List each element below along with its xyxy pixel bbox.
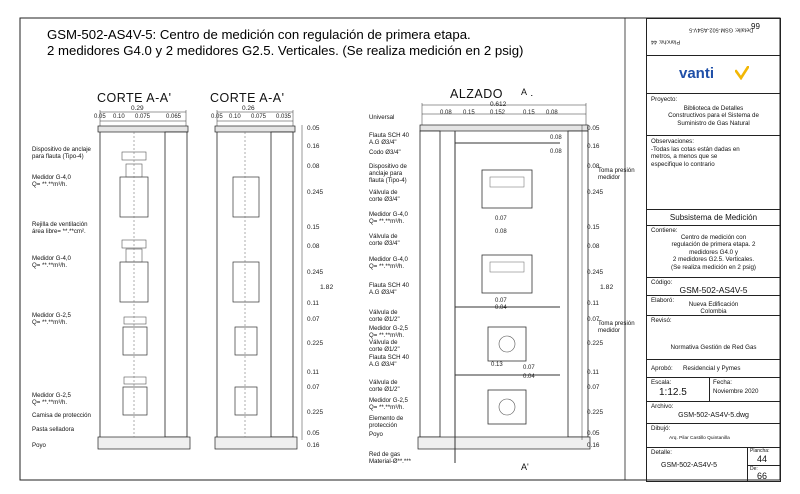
vdim-mid-1: 0.05 (307, 125, 320, 132)
label-flauta-2: Flauta SCH 40 A.G Ø3/4" (369, 282, 409, 296)
tb-reviso-row (647, 315, 780, 360)
tb-detalle-label: Detalle: (651, 449, 672, 456)
tb-archivo: GSM-502-AS4V-5.dwg (678, 412, 749, 419)
tb-fecha: Noviembre 2020 (713, 388, 759, 395)
tb-rot-plancha: Plancha: 44 (651, 38, 681, 45)
tb-de-label: De: (750, 466, 758, 472)
vdim-mid-3: 0.08 (307, 163, 320, 170)
tb-observaciones: -Todas las cotas están dadas en metros, a menos que se especifique lo contrario (651, 146, 740, 168)
alzado-meter-g4-top (482, 170, 532, 208)
vdim-right-2: 0.16 (587, 143, 600, 150)
corte-mid-dim-2: 0.10 (229, 114, 241, 120)
corte-mid-drawing (205, 102, 310, 457)
corte-left-drawing (90, 102, 205, 457)
sheet-title (47, 27, 523, 59)
alzado-meter-g25-bottom (488, 390, 526, 424)
vdim-right-9: 0.07 (587, 316, 600, 323)
corte-left-total-dim: 0.29 (131, 105, 144, 112)
tb-archivo-label: Archivo: (651, 403, 674, 410)
alzado-meter-g25-top (488, 327, 526, 361)
alzado-inner-dim-9: 0.04 (523, 374, 535, 380)
label-medidor-alzado-1: Medidor G-4,0 Q= **.**m³/h. (369, 211, 408, 225)
vdim-mid-4: 0.245 (307, 189, 323, 196)
label-flauta-3: Flauta SCH 40 A.G Ø3/4" (369, 354, 409, 368)
tb-elaboro: Nueva Edificación Colombia (688, 301, 739, 316)
vanti-logo: vanti (679, 65, 715, 82)
label-codo: Codo Ø3/4" (369, 149, 401, 156)
meter-g25-top (123, 317, 147, 355)
label-medidor-g4-1: Medidor G-4,0 Q= **.**m³/h. (32, 174, 71, 188)
alzado-inner-dim-1: 0.08 (550, 135, 562, 141)
vdim-mid-total: 1.82 (320, 284, 334, 291)
label-valvula-3: Válvula de corte Ø1/2" (369, 309, 400, 323)
vertical-dim-line-mid (300, 125, 312, 445)
corte-mid-total-dim: 0.26 (242, 105, 255, 112)
alzado-inner-dim-6: 0.04 (495, 305, 507, 311)
vdim-right-7: 0.245 (587, 269, 603, 276)
alzado-meter-g4-bottom (482, 255, 532, 293)
corte-left-label: CORTE A-A' (97, 91, 172, 105)
tb-escala-row (647, 377, 780, 402)
tb-proyecto-row (647, 93, 780, 136)
tb-escala-divider (709, 378, 710, 402)
label-medidor-g25-1: Medidor G-2,5 Q= **.**m³/h. (32, 312, 71, 326)
alzado-inner-dim-7: 0.13 (491, 362, 503, 368)
sheet-title-line1: GSM-502-AS4V-5: Centro de medición con regulación de primera etapa. (47, 27, 471, 42)
vdim-right-3: 0.08 (587, 163, 600, 170)
corte-left-dim-4: 0.065 (166, 114, 182, 120)
tb-observaciones-label: Observaciones: (651, 138, 694, 145)
vdim-mid-14: 0.05 (307, 430, 320, 437)
alzado-dim-2: 0.15 (463, 110, 475, 116)
tb-contiene-row (647, 225, 780, 278)
label-medidor-alzado-4: Medidor G-2,5 Q= **.**m³/h. (369, 397, 408, 411)
vertical-dim-line-right (580, 125, 592, 445)
tb-proyecto: Biblioteca de Detalles Constructivos para el Sistema de Suministro de Gas Natural (668, 105, 759, 127)
title-block (646, 18, 781, 482)
alzado-dim-3: 0.152 (490, 110, 506, 116)
tb-logo-row (647, 55, 780, 94)
label-medidor-alzado-3: Medidor G-2,5 Q= **.**m³/h. (369, 325, 408, 339)
tb-codigo-label: Código: (651, 279, 673, 286)
ventilation-grid (165, 132, 187, 437)
label-poyo: Poyo (32, 442, 46, 449)
tb-detalle-row (647, 447, 780, 482)
tb-rot-detalle: Detalle: GSM-502-AS4V-5 (689, 26, 754, 33)
alzado-inner-dim-5: 0.07 (495, 298, 507, 304)
label-anclaje: Dispositivo de anclaje para flauta (Tipo-4) (32, 146, 91, 160)
vdim-mid-8: 0.11 (307, 300, 319, 307)
vdim-right-total: 1.82 (600, 284, 614, 291)
alzado-dim-5: 0.08 (546, 110, 558, 116)
tb-observaciones-row (647, 135, 780, 210)
vdim-mid-13: 0.225 (307, 409, 323, 416)
tb-dibujo: Arq. Pilar Castillo Quintanilla (669, 436, 730, 441)
label-medidor-g25-2: Medidor G-2,5 Q= **.**m³/h. (32, 392, 71, 406)
vdim-right-11: 0.11 (587, 369, 599, 376)
alzado-inner-dim-2: 0.08 (550, 149, 562, 155)
vdim-mid-15: 0.16 (307, 442, 320, 449)
vdim-mid-7: 0.245 (307, 269, 323, 276)
tb-escala: 1:12.5 (659, 387, 687, 398)
tb-reviso: Normativa Gestión de Red Gas (670, 344, 757, 351)
tb-aprobo: Residencial y Pymes (683, 365, 741, 372)
tb-aprobo-label: Aprobó: (651, 365, 673, 372)
tb-dibujo-label: Dibujó: (651, 425, 671, 432)
corte-mid-label: CORTE A-A' (210, 91, 285, 105)
alzado-inner-dim-3: 0.07 (495, 216, 507, 222)
label-rejilla: Rejilla de ventilación área libre= **.**cm². (32, 221, 88, 235)
label-universal: Universal (369, 114, 395, 121)
tb-codigo: GSM-502-AS4V-5 (679, 285, 748, 295)
label-medidor-alzado-2: Medidor G-4,0 Q= **.**m³/h. (369, 256, 408, 270)
label-toma-presion-1: Toma presión medidor (598, 167, 635, 181)
corte-mid-dim-3: 0.075 (251, 114, 267, 120)
vdim-right-14: 0.05 (587, 430, 600, 437)
label-camisa: Camisa de protección (32, 412, 91, 419)
vdim-mid-2: 0.16 (307, 143, 320, 150)
vanti-check-icon (735, 66, 749, 80)
vdim-right-12: 0.07 (587, 384, 600, 391)
corte-mid-dim-4: 0.035 (276, 114, 292, 120)
tb-elaboro-label: Elaboró: (651, 297, 675, 304)
vdim-right-5: 0.15 (587, 224, 600, 231)
tb-plancha: 44 (757, 454, 768, 464)
vdim-mid-6: 0.08 (307, 243, 320, 250)
tb-archivo-row (647, 401, 780, 424)
label-valvula-2: Válvula de corte Ø3/4" (369, 233, 400, 247)
vdim-right-13: 0.225 (587, 409, 603, 416)
vdim-mid-12: 0.07 (307, 384, 320, 391)
corte-mid-dim-1: 0.05 (211, 114, 223, 120)
vdim-mid-9: 0.07 (307, 316, 320, 323)
alzado-inner-dim-8: 0.07 (523, 365, 535, 371)
label-flauta-1: Flauta SCH 40 A.G Ø3/4" (369, 132, 409, 146)
label-red-gas: Red de gas Material-Ø**.*** (369, 451, 411, 465)
vdim-right-6: 0.08 (587, 243, 600, 250)
vdim-mid-11: 0.11 (307, 369, 319, 376)
tb-escala-label: Escala: (651, 379, 672, 386)
alzado-inner-dim-4: 0.08 (495, 229, 507, 235)
corte-left-dim-1: 0.05 (94, 114, 106, 120)
tb-sheet-num-top: 99 (751, 22, 760, 31)
alzado-dim-4: 0.15 (523, 110, 535, 116)
label-poyo-alzado: Poyo (369, 431, 383, 438)
label-medidor-g4-2: Medidor G-4,0 Q= **.**m³/h. (32, 255, 71, 269)
vdim-right-8: 0.11 (587, 300, 599, 307)
tb-reviso-label: Revisó: (651, 317, 672, 324)
tb-de: 66 (757, 471, 768, 481)
section-marker-a-bottom: A' (521, 462, 529, 472)
vdim-right-1: 0.05 (587, 125, 600, 132)
section-marker-a-top: A (521, 87, 528, 97)
label-pasta: Pasta selladora (32, 426, 75, 433)
label-toma-presion-2: Toma presión medidor (598, 320, 635, 334)
corte-left-dim-3: 0.075 (135, 114, 151, 120)
vdim-mid-10: 0.225 (307, 340, 323, 347)
label-anclaje-alzado: Dispositivo de anclaje para flauta (Tipo-4) (369, 163, 407, 184)
corte-left-dim-2: 0.10 (113, 114, 125, 120)
vdim-mid-5: 0.15 (307, 224, 320, 231)
tb-plancha-label: Plancha: (750, 448, 770, 454)
label-elemento: Elemento de protección (369, 415, 404, 429)
vdim-right-10: 0.225 (587, 340, 603, 347)
meter-g25-bottom (123, 377, 147, 415)
tb-aprobo-row (647, 359, 780, 378)
label-valvula-4: Válvula de corte Ø1/2" (369, 339, 400, 353)
tb-elaboro-row (647, 295, 780, 316)
tb-subsistema: Subsistema de Medición (669, 213, 758, 222)
tb-detalle: GSM-502-AS4V-5 (661, 462, 718, 469)
tb-contiene-label: Contiene: (651, 227, 678, 234)
tb-contiene: Centro de medición con regulación de primera etapa. 2 medidores G4.0 y 2 medidores G2.5. Verticales. (Se realiza medición en 2 psig) (671, 234, 756, 271)
alzado-total-dim: 0.612 (490, 101, 507, 108)
tb-fecha-label: Fecha: (713, 379, 732, 386)
tb-subsistema-row (647, 209, 780, 226)
sheet-title-line2: 2 medidores G4.0 y 2 medidores G2.5. Verticales. (Se realiza medición en 2 psig) (47, 43, 524, 58)
vdim-right-4: 0.245 (587, 189, 603, 196)
label-valvula-5: Válvula de corte Ø1/2" (369, 379, 400, 393)
alzado-drawing (410, 95, 605, 465)
vdim-right-15: 0.16 (587, 442, 600, 449)
tb-dibujo-row (647, 423, 780, 448)
label-valvula-1: Válvula de corte Ø3/4" (369, 189, 400, 203)
alzado-dim-1: 0.08 (440, 110, 452, 116)
tb-codigo-row (647, 277, 780, 296)
alzado-label: ALZADO (450, 87, 504, 101)
tb-proyecto-label: Proyecto: (651, 96, 678, 103)
